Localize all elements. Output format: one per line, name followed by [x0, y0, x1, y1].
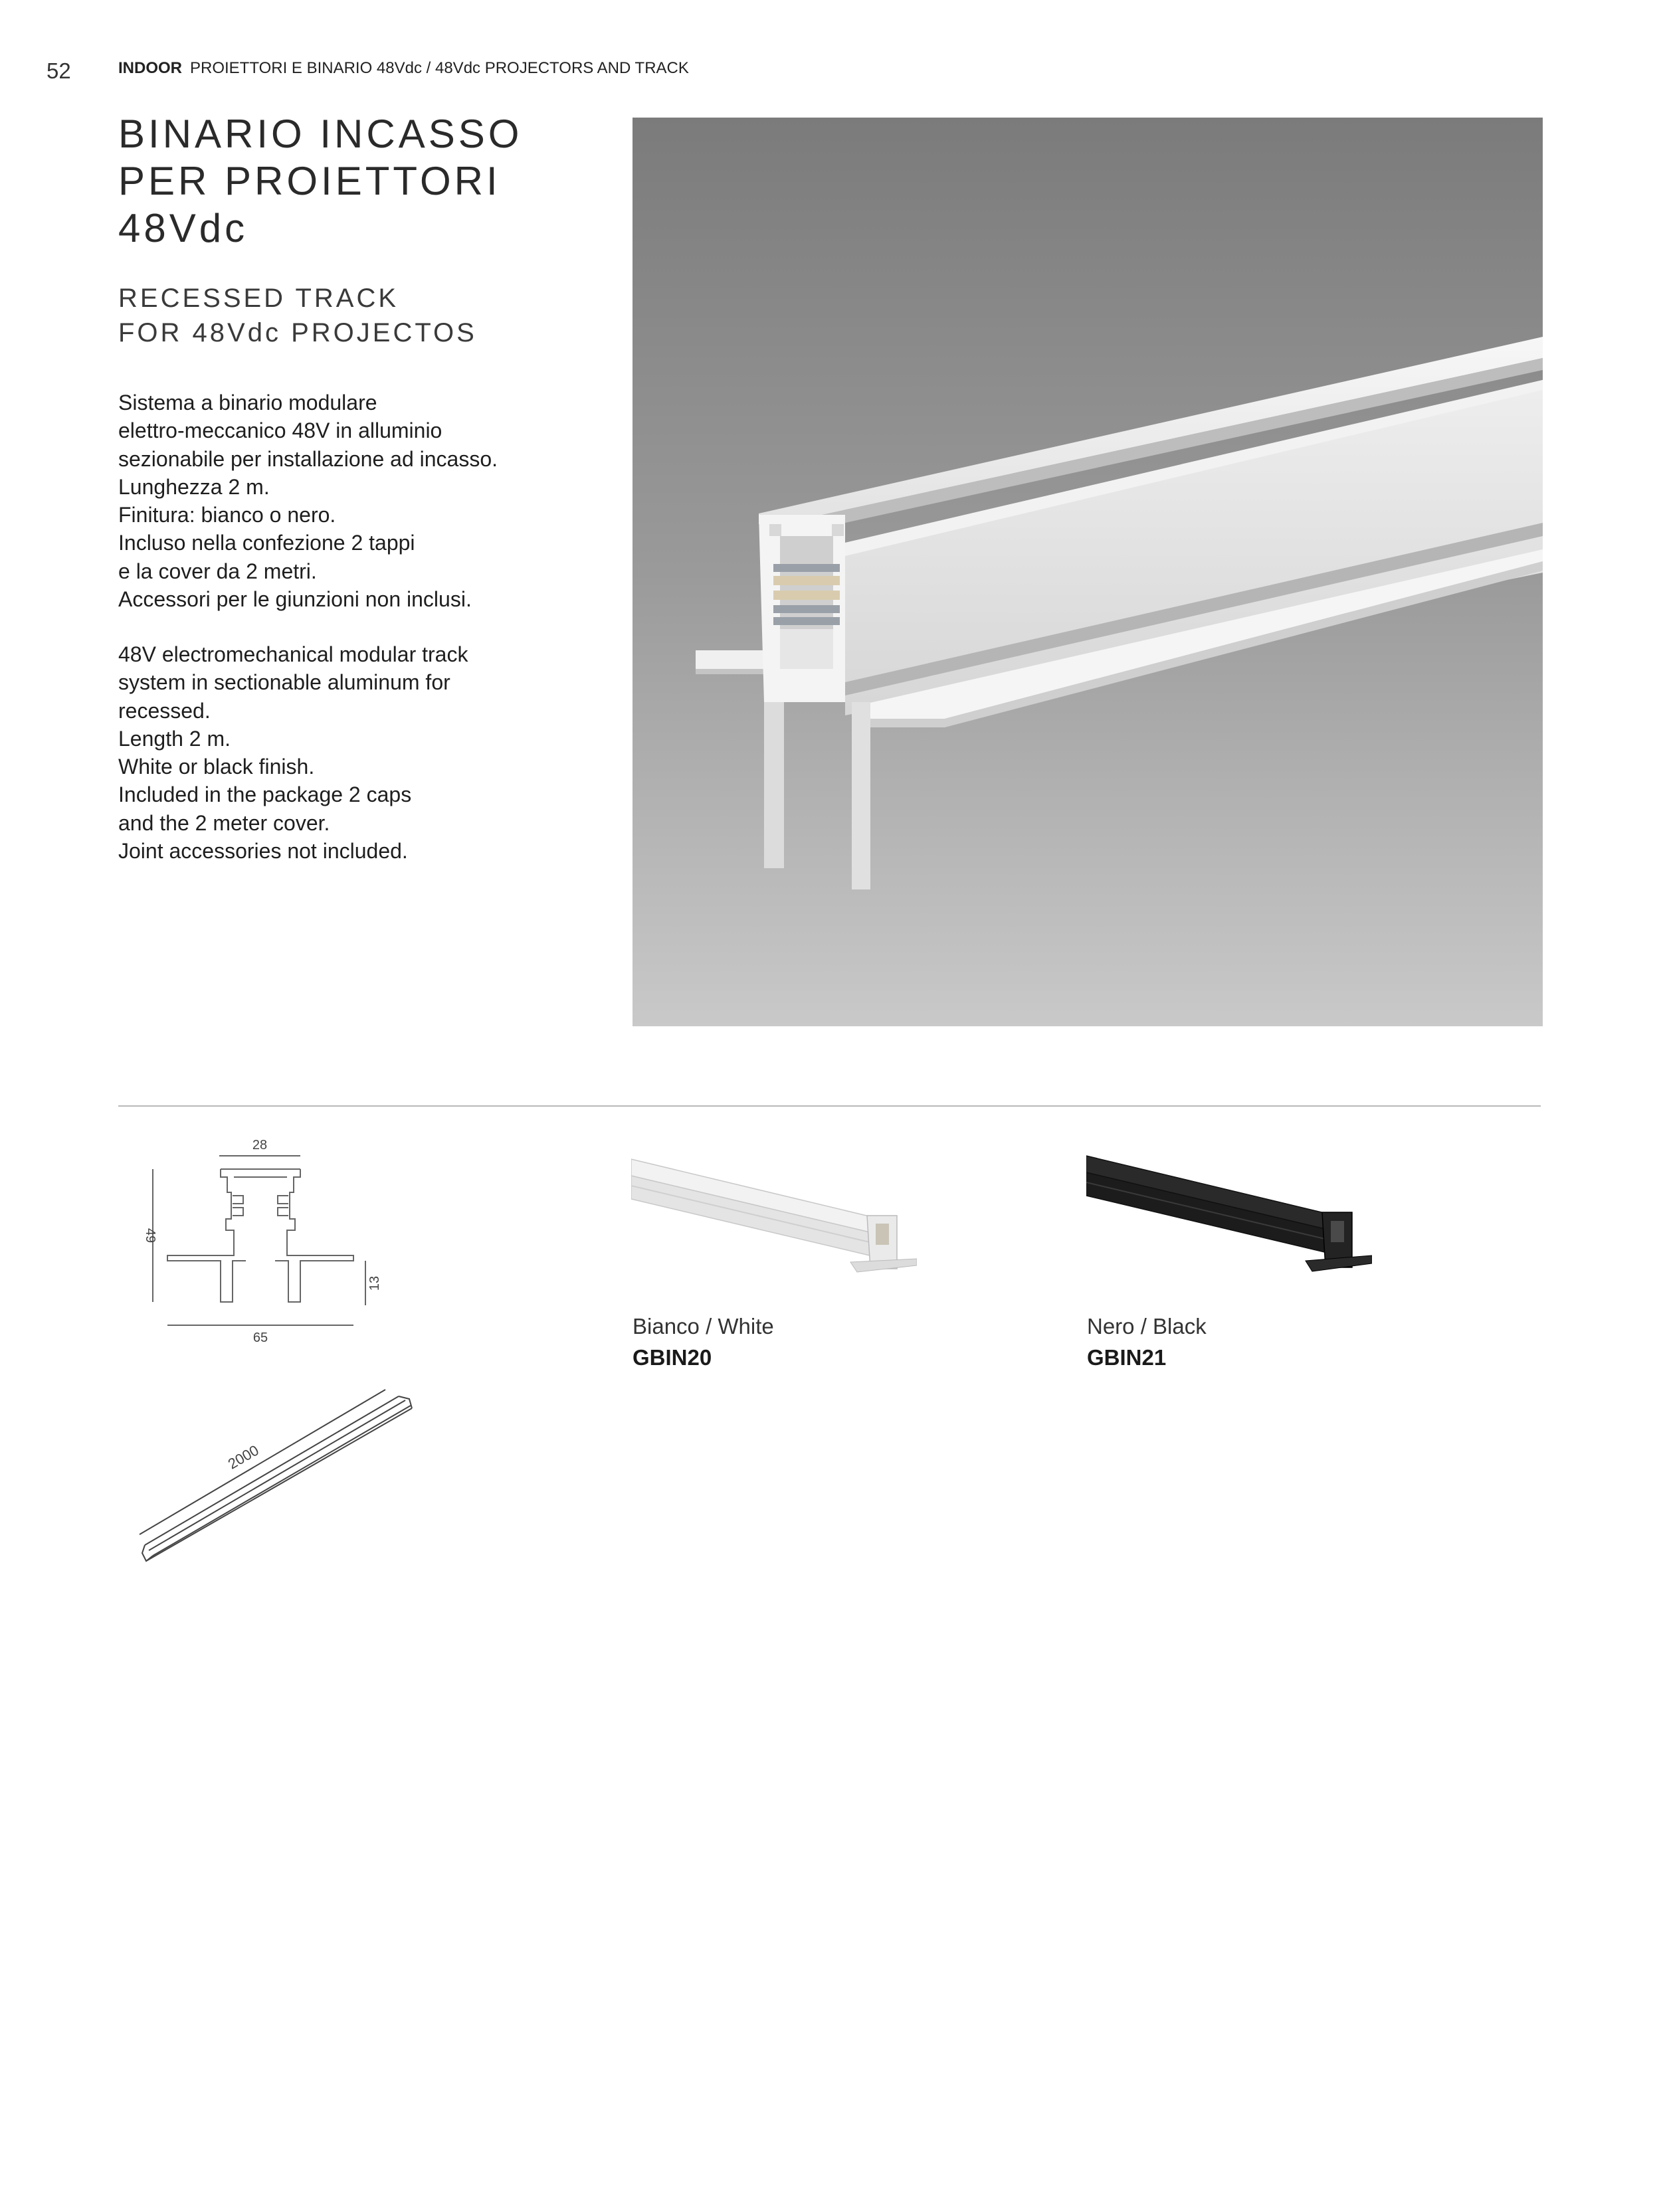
title-line: BINARIO INCASSO	[118, 112, 523, 156]
dimension-length: 2000	[225, 1441, 262, 1473]
variant-white-image	[631, 1149, 917, 1282]
description-line: Finitura: bianco o nero.	[118, 503, 336, 527]
variant-black-code: GBIN21	[1087, 1345, 1167, 1370]
product-title	[118, 110, 522, 252]
description-line: Included in the package 2 caps	[118, 783, 412, 807]
dimension-height: 49	[143, 1228, 157, 1244]
subtitle-line: RECESSED TRACK	[118, 284, 399, 313]
section-label: INDOOR	[118, 59, 182, 77]
subtitle-line: FOR 48Vdc PROJECTOS	[118, 318, 477, 347]
description-line: elettro-meccanico 48V in alluminio	[118, 418, 442, 443]
breadcrumb	[118, 59, 689, 78]
page-number: 52	[47, 58, 71, 83]
length-drawing	[133, 1382, 439, 1584]
description-line: and the 2 meter cover.	[118, 810, 330, 835]
product-subtitle	[118, 281, 477, 350]
dimension-width-top: 28	[252, 1138, 268, 1152]
description-line: Lunghezza 2 m.	[118, 474, 270, 499]
description-line: White or black finish.	[118, 755, 315, 779]
description-line: Accessori per le giunzioni non inclusi.	[118, 587, 472, 612]
dimension-flange-depth: 13	[367, 1275, 382, 1291]
title-line: 48Vdc	[118, 206, 248, 250]
variant-black-image	[1086, 1149, 1372, 1282]
section-divider	[118, 1105, 1541, 1107]
description-line: system in sectionable aluminum for	[118, 670, 450, 695]
description-line: Joint accessories not included.	[118, 839, 408, 864]
description-english	[118, 640, 468, 865]
description-line: e la cover da 2 metri.	[118, 559, 317, 583]
description-line: Length 2 m.	[118, 726, 231, 751]
description-italian	[118, 389, 498, 613]
product-hero-image	[633, 118, 1543, 1026]
cross-section-drawing	[133, 1129, 399, 1358]
description-line: recessed.	[118, 698, 211, 723]
description-line: Sistema a binario modulare	[118, 391, 377, 415]
dimension-overall-width: 65	[252, 1331, 268, 1345]
description-line: 48V electromechanical modular track	[118, 642, 468, 666]
category-label: PROIETTORI E BINARIO 48Vdc / 48Vdc PROJECTORS AND TRACK	[190, 59, 689, 77]
title-line: PER PROIETTORI	[118, 159, 501, 203]
description-line: sezionabile per installazione ad incasso.	[118, 446, 498, 471]
variant-white-code: GBIN20	[633, 1345, 712, 1370]
description-line: Incluso nella confezione 2 tappi	[118, 531, 415, 555]
variant-black-name: Nero / Black	[1087, 1314, 1207, 1338]
variant-white-name: Bianco / White	[633, 1314, 774, 1338]
